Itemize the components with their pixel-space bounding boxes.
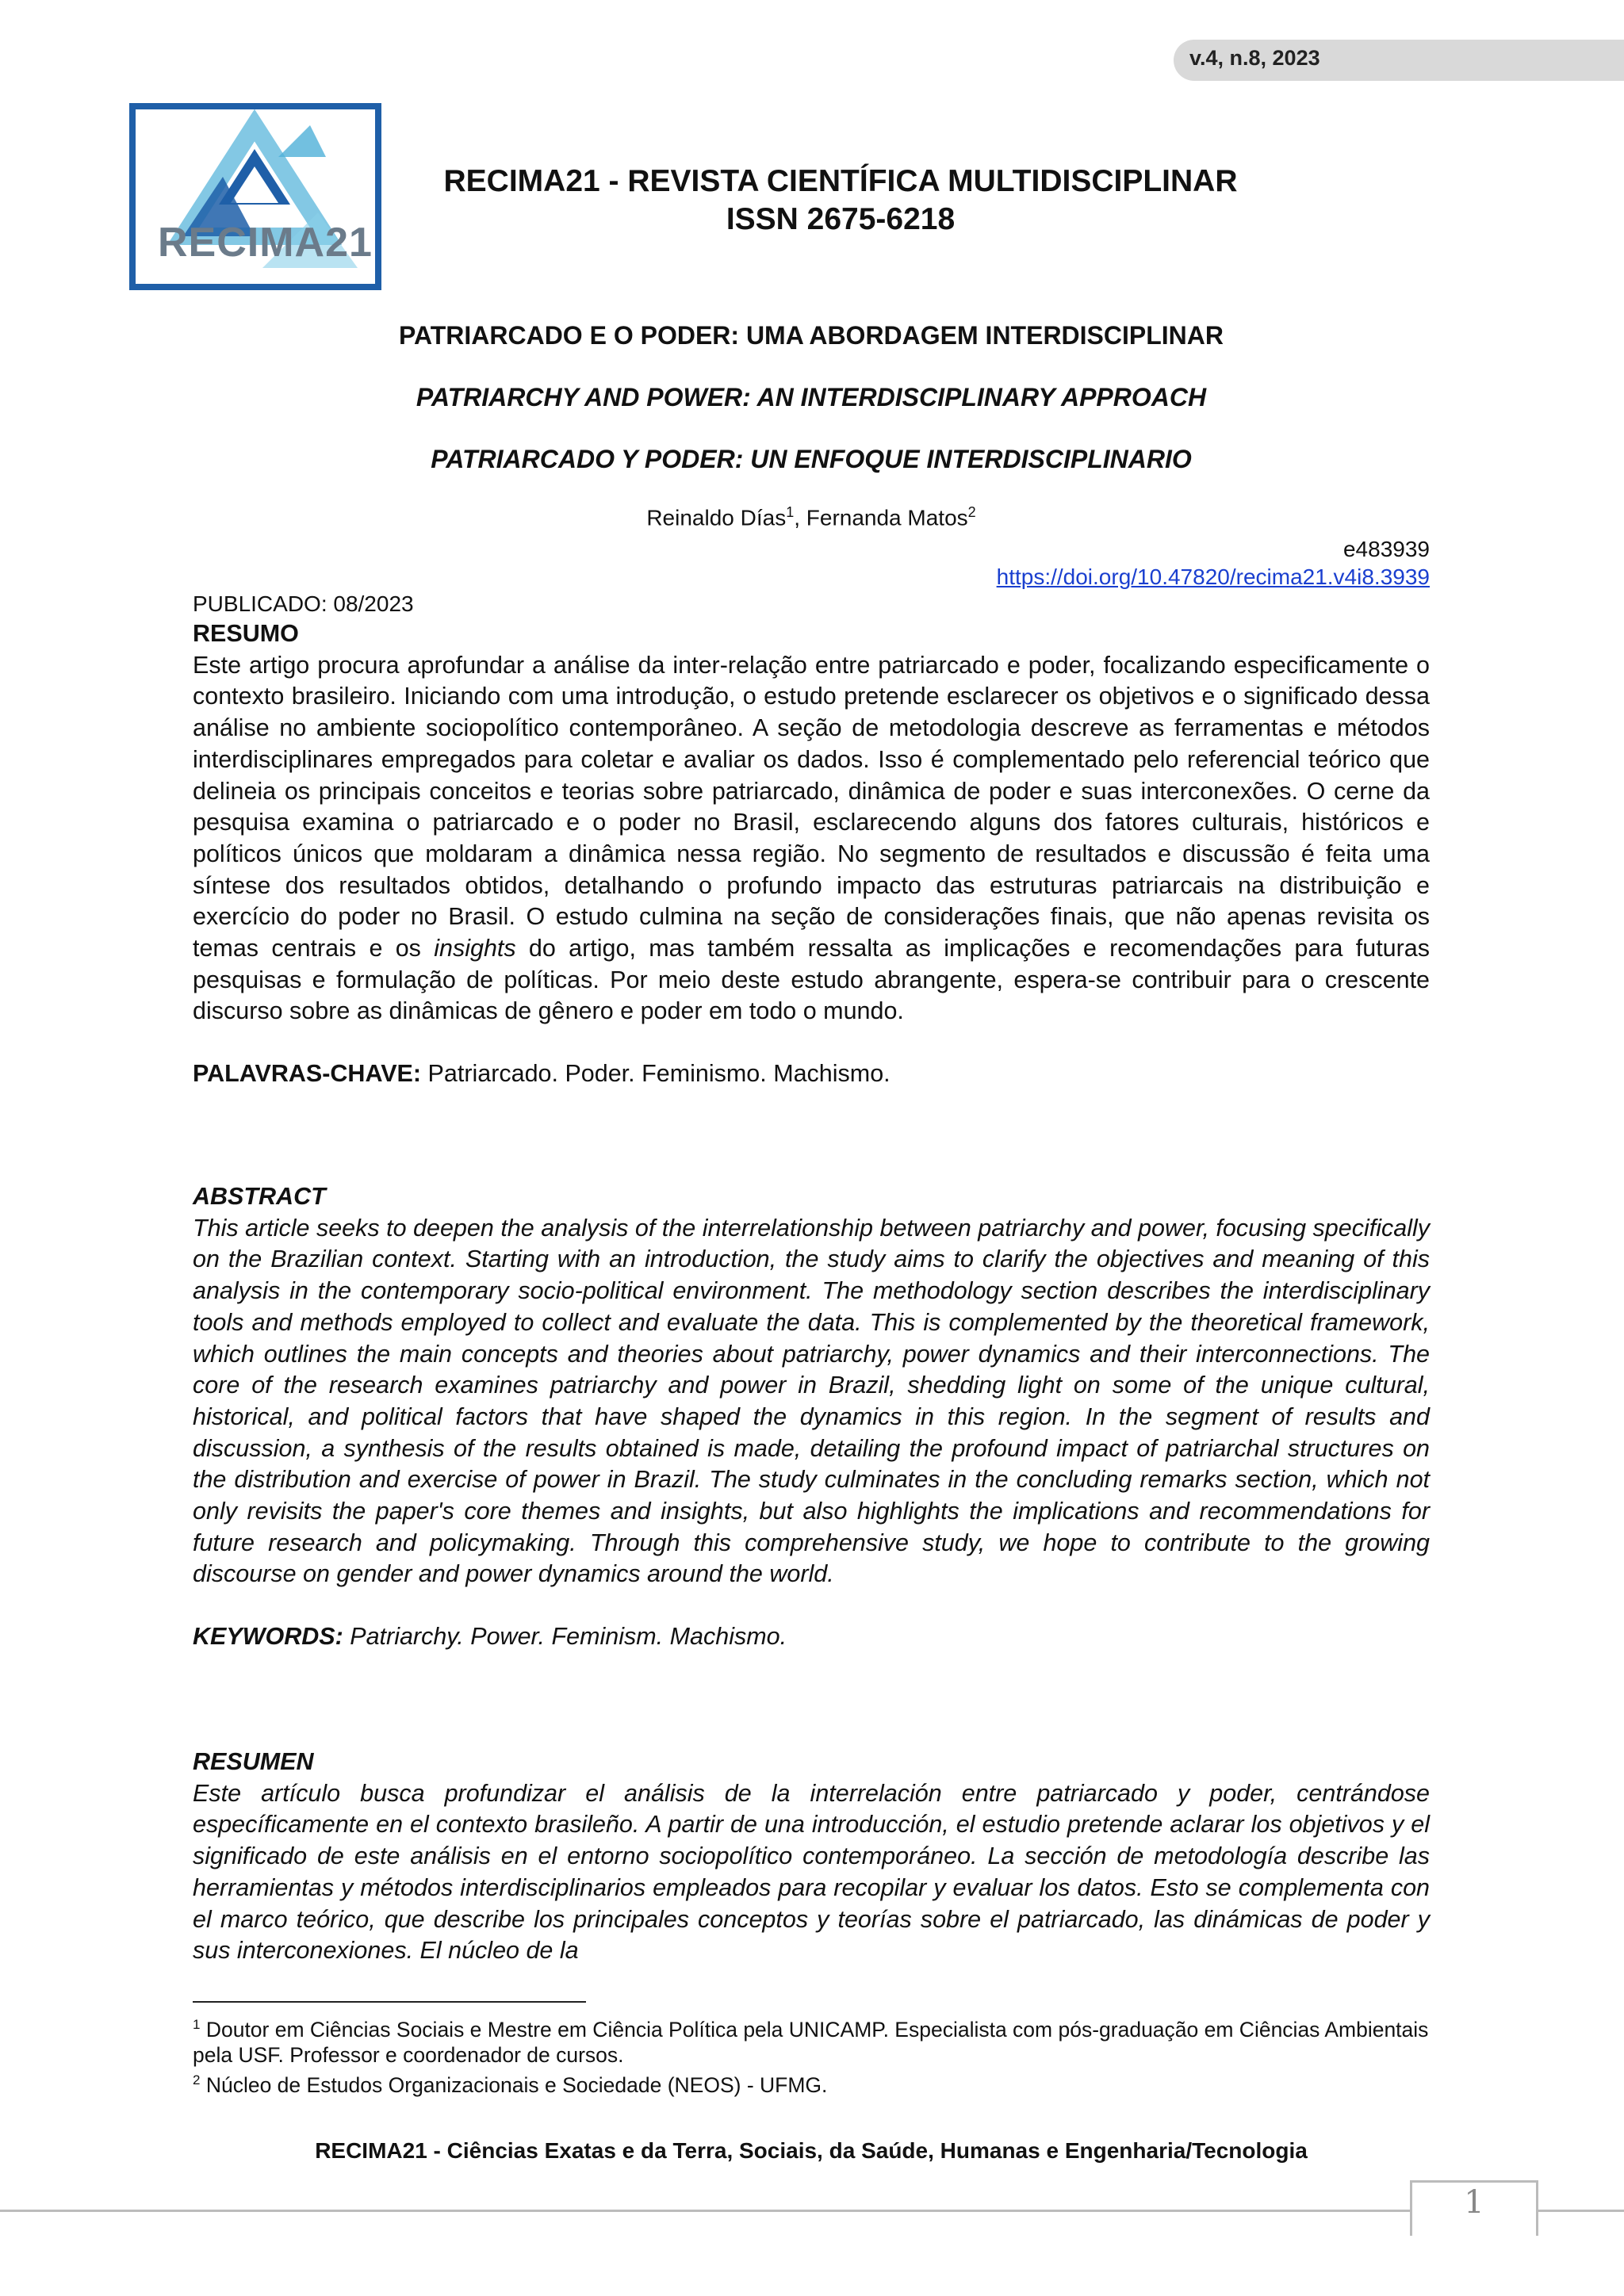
author-2: Fernanda Matos (806, 505, 968, 530)
journal-title: RECIMA21 - REVISTA CIENTÍFICA MULTIDISCIPLINAR (443, 164, 1238, 198)
title-es: PATRIARCADO Y PODER: UN ENFOQUE INTERDISCIPLINARIO (431, 445, 1192, 473)
footnote-2-text: Núcleo de Estudos Organizacionais e Sociedade (NEOS) - UFMG. (200, 2072, 828, 2097)
resumo-keywords-label: PALAVRAS-CHAVE: (193, 1060, 422, 1088)
resumen-section (193, 1747, 1430, 1967)
resumo-keywords-list: Patriarcado. Poder. Feminismo. Machismo. (421, 1060, 891, 1088)
abstract-section (193, 1181, 1430, 1653)
journal-title-block (389, 163, 1293, 239)
resumen-body: Este artículo busca profundizar el análisis de la interrelación entre patriarcado y poder, centrándose específicamente en el contexto brasileño. A partir de una introducción, el estudio pretende aclarar los objetivos y el significado de este análisis en el entorno sociopolítico contemporáneo. La sección de metodología describe las herramientas y métodos interdisciplinarios empleados para recopilar y evaluar los datos. Esto se complementa con el marco teórico, que describe los principales conceptos y teorías sobre el patriarcado, las dinámicas de poder y sus interconexiones. El núcleo de la (193, 1779, 1430, 1965)
title-pt: PATRIARCADO E O PODER: UMA ABORDAGEM INTERDISCIPLINAR (399, 321, 1224, 350)
published-date: PUBLICADO: 08/2023 (193, 591, 414, 616)
abstract-keywords-label: KEYWORDS: (193, 1623, 343, 1651)
resumo-body-end: do artigo, mas também ressalta as implicações e recomendações para futuras pesquisas e formulação de políticas. Por meio deste estudo abrangente, espera-se contribuir para o crescente discurso sobre as dinâmicas de gênero e poder em todo o mundo. (193, 935, 1431, 1025)
footnote-1-text: Doutor em Ciências Sociais e Mestre em Ciência Política pela UNICAMP. Especialista com pós-graduação em Ciências Ambientais pela USF. Professor e coordenador de cursos. (193, 2017, 1429, 2067)
journal-issn: ISSN 2675-6218 (726, 202, 956, 236)
resumen-heading: RESUMEN (193, 1748, 314, 1775)
resumo-body-text: Este artigo procura aprofundar a análise da inter-relação entre patriarcado e poder, focalizando especificamente o contexto brasileiro. Iniciando com uma introdução, o estudo pretende esclarecer os objetivos e o significado dessa análise no ambiente sociopolítico contemporâneo. A seção de metodologia descreve as ferramentas e métodos interdisciplinares empregados para coletar e avaliar os dados. Isso é complementado pelo referencial teórico que delineia os principais conceitos e teorias sobre patriarcado, dinâmica de poder e suas interconexões. O cerne da pesquisa examina o patriarcado e o poder no Brasil, esclarecendo alguns dos fatores culturais, históricos e políticos únicos que moldaram a dinâmica nessa região. No segmento de resultados e discussão é feita uma síntese dos resultados obtidos, detalhando o profundo impacto das estruturas patriarcais na distribuição e exercício do poder no Brasil. O estudo culmina na seção de considerações finais, que não apenas revisita os temas centrais e os (193, 651, 1430, 962)
page-footer: RECIMA21 - Ciências Exatas e da Terra, Sociais, da Saúde, Humanas e Engenharia/Tecnologia (315, 2138, 1308, 2163)
journal-logo (129, 103, 381, 290)
volume-label: v.4, n.8, 2023 (1189, 46, 1320, 70)
abstract-keywords-list: Patriarchy. Power. Feminism. Machismo. (343, 1623, 787, 1651)
resumo-heading: RESUMO (193, 620, 299, 647)
resumo-section (193, 618, 1430, 1090)
abstract-keywords (193, 1621, 1430, 1653)
footnote-1-mark: 1 (193, 2017, 201, 2032)
author-2-footnote-mark: 2 (967, 504, 976, 520)
abstract-heading: ABSTRACT (193, 1183, 326, 1210)
resumo-body-italic: insights (434, 935, 516, 962)
author-1-footnote-mark: 1 (786, 504, 795, 520)
doi-link[interactable]: https://doi.org/10.47820/recima21.v4i8.3939 (996, 564, 1430, 589)
abstract-body: This article seeks to deepen the analysis of the interrelationship between patriarchy and power, focusing specifically on the Brazilian context. Starting with an introduction, the study aims to clarify the objectives and meaning of this analysis in the contemporary socio-political environment. The methodology section describes the interdisciplinary tools and methods employed to collect and evaluate the data. This is complemented by the theoretical framework, which outlines the main concepts and theories about patriarchy, power dynamics and their interconnections. The core of the research examines patriarchy and power in Brazil, shedding light on some of the unique cultural, historical, and political factors that have shaped the dynamics in this region. In the segment of results and discussion, a synthesis of the results obtained is made, detailing the profound impact of patriarchal structures on the distribution and exercise of power in Brazil. The study culminates in the concluding remarks section, which not only revisits the paper's core themes and insights, but also highlights the implications and recommendations for future research and policymaking. Through this comprehensive study, we hope to contribute to the growing discourse on gender and power dynamics around the world. (193, 1214, 1430, 1588)
title-en: PATRIARCHY AND POWER: AN INTERDISCIPLINARY APPROACH (416, 383, 1207, 411)
author-1: Reinaldo Días (646, 505, 787, 530)
article-id: e483939 (1342, 537, 1430, 561)
resumo-keywords (193, 1058, 1430, 1090)
footnote-1 (193, 2012, 1430, 2068)
resumo-body (193, 650, 1430, 1027)
authors-line (193, 504, 1430, 530)
footer-rule (0, 2210, 1624, 2212)
page-number: 1 (1464, 2184, 1484, 2221)
footnote-divider (193, 2001, 586, 2003)
author-separator: , (794, 505, 806, 530)
footnote-2-mark: 2 (193, 2072, 201, 2087)
footnote-2 (193, 2068, 1430, 2098)
logo-text: RECIMA21 (158, 220, 373, 266)
